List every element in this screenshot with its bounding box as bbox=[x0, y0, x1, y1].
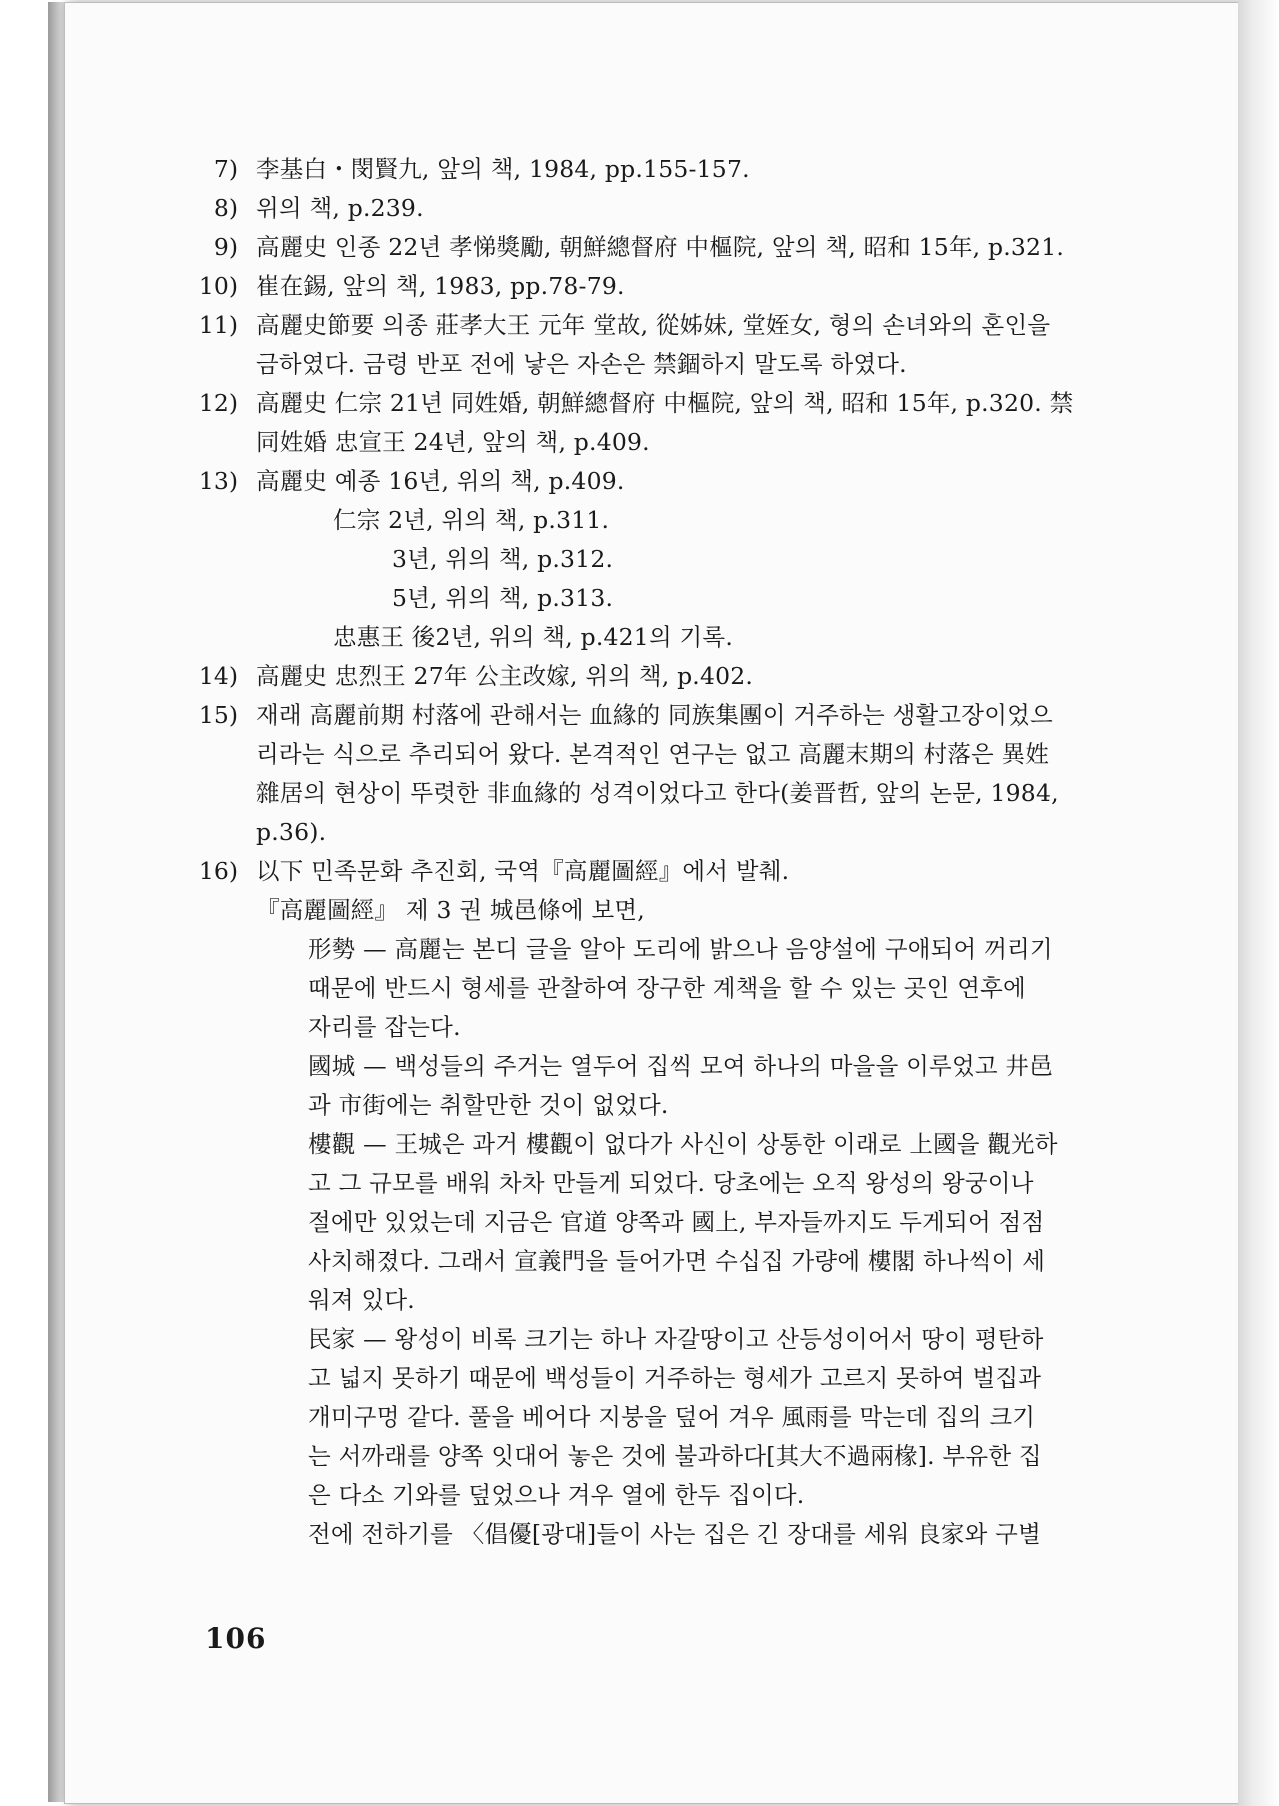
footnote-number: 7) bbox=[213, 155, 238, 183]
footnote-line: 전에 전하기를 〈倡優[광대]들이 사는 집은 긴 장대를 세워 良家와 구별 bbox=[308, 1520, 1041, 1548]
footnote-line: 民家 — 왕성이 비록 크기는 하나 자갈땅이고 산등성이어서 땅이 평탄하 bbox=[308, 1325, 1044, 1353]
footnote-number: 14) bbox=[198, 662, 238, 690]
footnote-line: 워져 있다. bbox=[308, 1286, 415, 1314]
footnote-number: 15) bbox=[198, 701, 238, 729]
footnote-line: 는 서까래를 양쪽 잇대어 놓은 것에 불과하다[其大不過兩椽]. 부유한 집 bbox=[308, 1442, 1042, 1470]
footnote-line: 雜居의 현상이 뚜렷한 非血緣的 성격이었다고 한다(姜晋哲, 앞의 논문, 1984, bbox=[256, 779, 1059, 807]
footnote-number: 11) bbox=[198, 311, 238, 339]
footnote-line: p.36). bbox=[256, 818, 327, 846]
footnote-line: 仁宗 2년, 위의 책, p.311. bbox=[333, 506, 610, 534]
footnote-number: 10) bbox=[198, 272, 238, 300]
footnote-line: 高麗史 인종 22년 孝悌獎勵, 朝鮮總督府 中樞院, 앞의 책, 昭和 15年, p.321. bbox=[256, 233, 1065, 261]
footnote-line: 금하였다. 금령 반포 전에 낳은 자손은 禁錮하지 말도록 하였다. bbox=[256, 350, 907, 378]
footnote-line: 과 市街에는 취할만한 것이 없었다. bbox=[308, 1091, 669, 1119]
footnote-line: 고 넓지 못하기 때문에 백성들이 거주하는 형세가 고르지 못하여 벌집과 bbox=[308, 1364, 1042, 1392]
footnote-line: 高麗史 예종 16년, 위의 책, p.409. bbox=[256, 467, 625, 495]
footnote-line: 은 다소 기와를 덮었으나 겨우 열에 한두 집이다. bbox=[308, 1481, 805, 1509]
footnote-number: 12) bbox=[198, 389, 238, 417]
footnote-line: 사치해졌다. 그래서 宣義門을 들어가면 수십집 가량에 樓閣 하나씩이 세 bbox=[308, 1247, 1046, 1275]
footnote-line: 리라는 식으로 추리되어 왔다. 본격적인 연구는 없고 高麗末期의 村落은 異姓 bbox=[256, 740, 1050, 768]
footnote-line: 고 그 규모를 배워 차차 만들게 되었다. 당초에는 오직 왕성의 왕궁이나 bbox=[308, 1169, 1034, 1197]
footnote-line: 樓觀 — 王城은 과거 樓觀이 없다가 사신이 상통한 이래로 上國을 觀光하 bbox=[308, 1130, 1058, 1158]
footnote-line: 崔在錫, 앞의 책, 1983, pp.78-79. bbox=[256, 272, 625, 300]
footnote-line: 3년, 위의 책, p.312. bbox=[392, 545, 614, 573]
footnote-line: 高麗史 忠烈王 27年 公主改嫁, 위의 책, p.402. bbox=[256, 662, 754, 690]
footnote-line: 忠惠王 後2년, 위의 책, p.421의 기록. bbox=[333, 623, 733, 651]
footnote-number: 9) bbox=[213, 233, 238, 261]
footnote-line: 자리를 잡는다. bbox=[308, 1013, 461, 1041]
footnote-number: 8) bbox=[213, 194, 238, 222]
footnote-line: 절에만 있었는데 지금은 官道 양쪽과 國上, 부자들까지도 두게되어 점점 bbox=[308, 1208, 1045, 1236]
footnote-line: 以下 민족문화 추진회, 국역『高麗圖經』에서 발췌. bbox=[256, 857, 790, 885]
footnote-line: 위의 책, p.239. bbox=[256, 194, 424, 222]
page-edge bbox=[1238, 0, 1279, 1806]
footnote-line: 國城 — 백성들의 주거는 열두어 집씩 모여 하나의 마을을 이루었고 井邑 bbox=[308, 1052, 1053, 1080]
footnote-line: 李基白・閔賢九, 앞의 책, 1984, pp.155-157. bbox=[256, 155, 750, 183]
page-number: 106 bbox=[205, 1622, 267, 1655]
footnote-line: 5년, 위의 책, p.313. bbox=[392, 584, 614, 612]
footnote-line: 高麗史 仁宗 21년 同姓婚, 朝鮮總督府 中樞院, 앞의 책, 昭和 15年, p.320. 禁 bbox=[256, 389, 1074, 417]
footnote-line: 形勢 — 高麗는 본디 글을 알아 도리에 밝으나 음양설에 구애되어 꺼리기 bbox=[308, 935, 1053, 963]
footnote-number: 13) bbox=[198, 467, 238, 495]
footnote-line: 재래 高麗前期 村落에 관해서는 血緣的 同族集團이 거주하는 생활고장이었으 bbox=[256, 701, 1053, 729]
footnote-line: 同姓婚 忠宣王 24년, 앞의 책, p.409. bbox=[256, 428, 650, 456]
footnote-line: 高麗史節要 의종 莊孝大王 元年 堂故, 從姊妹, 堂姪女, 형의 손녀와의 혼인을 bbox=[256, 311, 1051, 339]
footnote-line: 때문에 반드시 형세를 관찰하여 장구한 계책을 할 수 있는 곳인 연후에 bbox=[308, 974, 1026, 1002]
footnote-line: 『高麗圖經』 제 3 권 城邑條에 보면, bbox=[256, 896, 645, 924]
footnote-number: 16) bbox=[198, 857, 238, 885]
footnote-line: 개미구멍 같다. 풀을 베어다 지붕을 덮어 겨우 風雨를 막는데 집의 크기 bbox=[308, 1403, 1036, 1431]
